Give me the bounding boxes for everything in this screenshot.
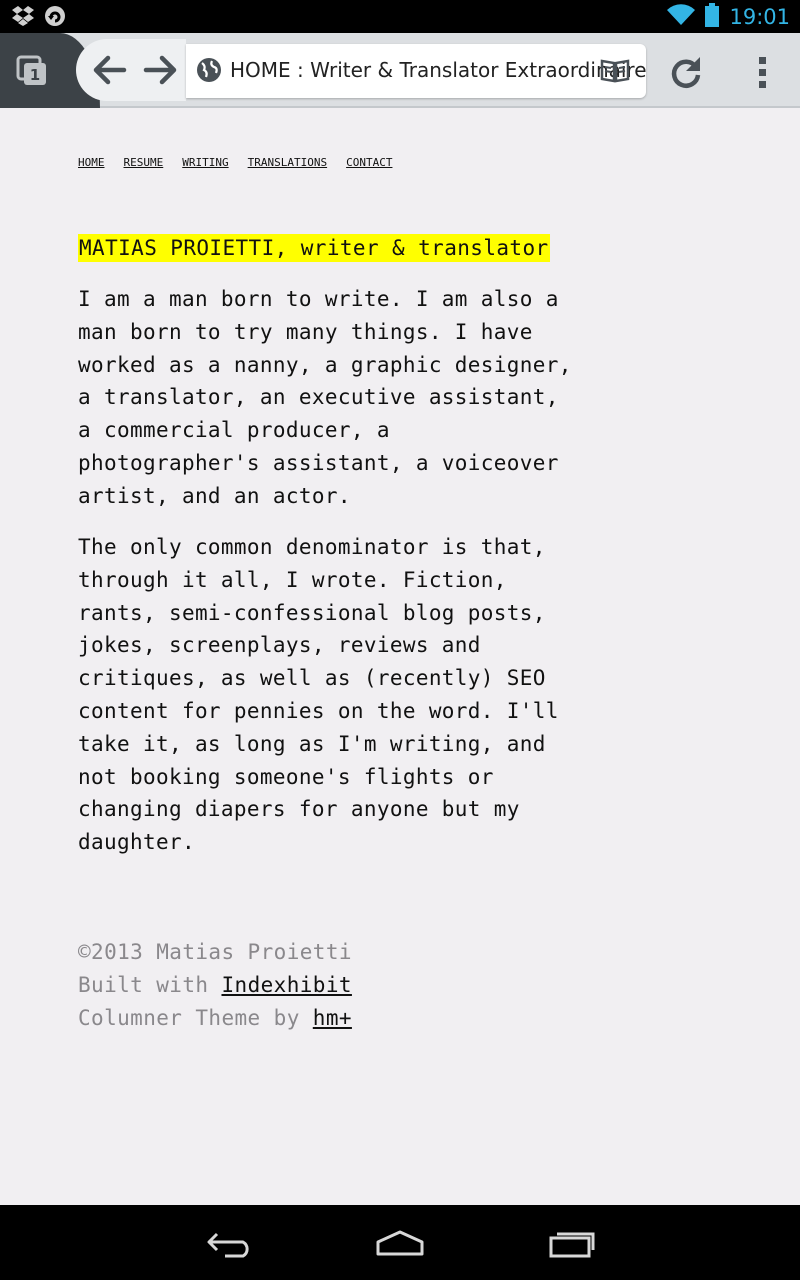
tabs-button[interactable]: [16, 55, 50, 89]
nav-link-writing[interactable]: WRITING: [182, 156, 229, 169]
reader-mode-button[interactable]: [600, 58, 630, 84]
overflow-menu-icon: [750, 55, 776, 91]
nav-link-resume[interactable]: RESUME: [123, 156, 164, 169]
dropbox-icon: [12, 6, 34, 30]
system-navigation-bar: [0, 1205, 800, 1280]
reload-icon: [668, 55, 704, 91]
overflow-menu-button[interactable]: [750, 55, 776, 91]
page-headline: MATIAS PROIETTI, writer & translator: [79, 236, 549, 260]
home-icon: [374, 1228, 426, 1258]
reader-mode-icon: [600, 58, 630, 84]
system-status: [667, 3, 790, 31]
notification-icons: [12, 5, 66, 31]
system-recent-apps-button[interactable]: [542, 1225, 602, 1261]
status-bar: [0, 0, 800, 33]
back-arrow-icon: [92, 55, 126, 85]
nav-link-contact[interactable]: CONTACT: [346, 156, 393, 169]
theme-credit-line: [78, 1002, 352, 1035]
built-with-line: [78, 969, 352, 1002]
built-with-label: Built with: [78, 973, 222, 997]
sync-icon: [44, 5, 66, 31]
back-icon: [205, 1228, 255, 1258]
system-back-button[interactable]: [200, 1225, 260, 1261]
browser-toolbar: [0, 33, 800, 108]
page-footer: [78, 936, 352, 1035]
forward-arrow-icon: [144, 55, 178, 85]
second-paragraph: The only common denominator is that, through it all, I wrote. Fiction, rants, semi-confessional blog posts, jokes, screenplays, reviews and critiques, as well as (recently) SEO content for pennies on the word. I'll take it, as long as I'm writing, and not booking someone's flights or changing diapers for anyone but my daughter.: [78, 535, 559, 855]
battery-icon: [705, 3, 719, 31]
clock: 19:01: [729, 5, 790, 29]
indexhibit-link[interactable]: Indexhibit: [221, 973, 352, 997]
globe-icon: [196, 57, 222, 87]
browser-back-button[interactable]: [86, 47, 132, 93]
nav-link-home[interactable]: HOME: [78, 156, 105, 169]
url-bar[interactable]: [186, 44, 646, 98]
nav-link-translations[interactable]: TRANSLATIONS: [247, 156, 328, 169]
site-navigation: [78, 156, 411, 169]
web-page: [0, 110, 800, 1205]
intro-paragraph: I am a man born to write. I am also a man born to try many things. I have worked as a nanny, a graphic designer, a translator, an executive assistant, a commercial producer, a photographer's assistant, a voiceover artist, and an actor.: [78, 287, 572, 508]
tab-count: 1: [29, 66, 41, 84]
system-home-button[interactable]: [370, 1225, 430, 1261]
reload-button[interactable]: [668, 55, 704, 91]
recent-apps-icon: [547, 1228, 597, 1258]
tabs-icon: [16, 55, 50, 89]
hm-plus-link[interactable]: hm+: [312, 1006, 352, 1030]
theme-label: Columner Theme by: [78, 1006, 313, 1030]
browser-forward-button[interactable]: [138, 47, 184, 93]
wifi-icon: [667, 4, 695, 30]
copyright-text: ©2013 Matias Proietti: [78, 940, 352, 964]
url-title: HOME : Writer & Translator Extraordinaire: [230, 58, 647, 82]
